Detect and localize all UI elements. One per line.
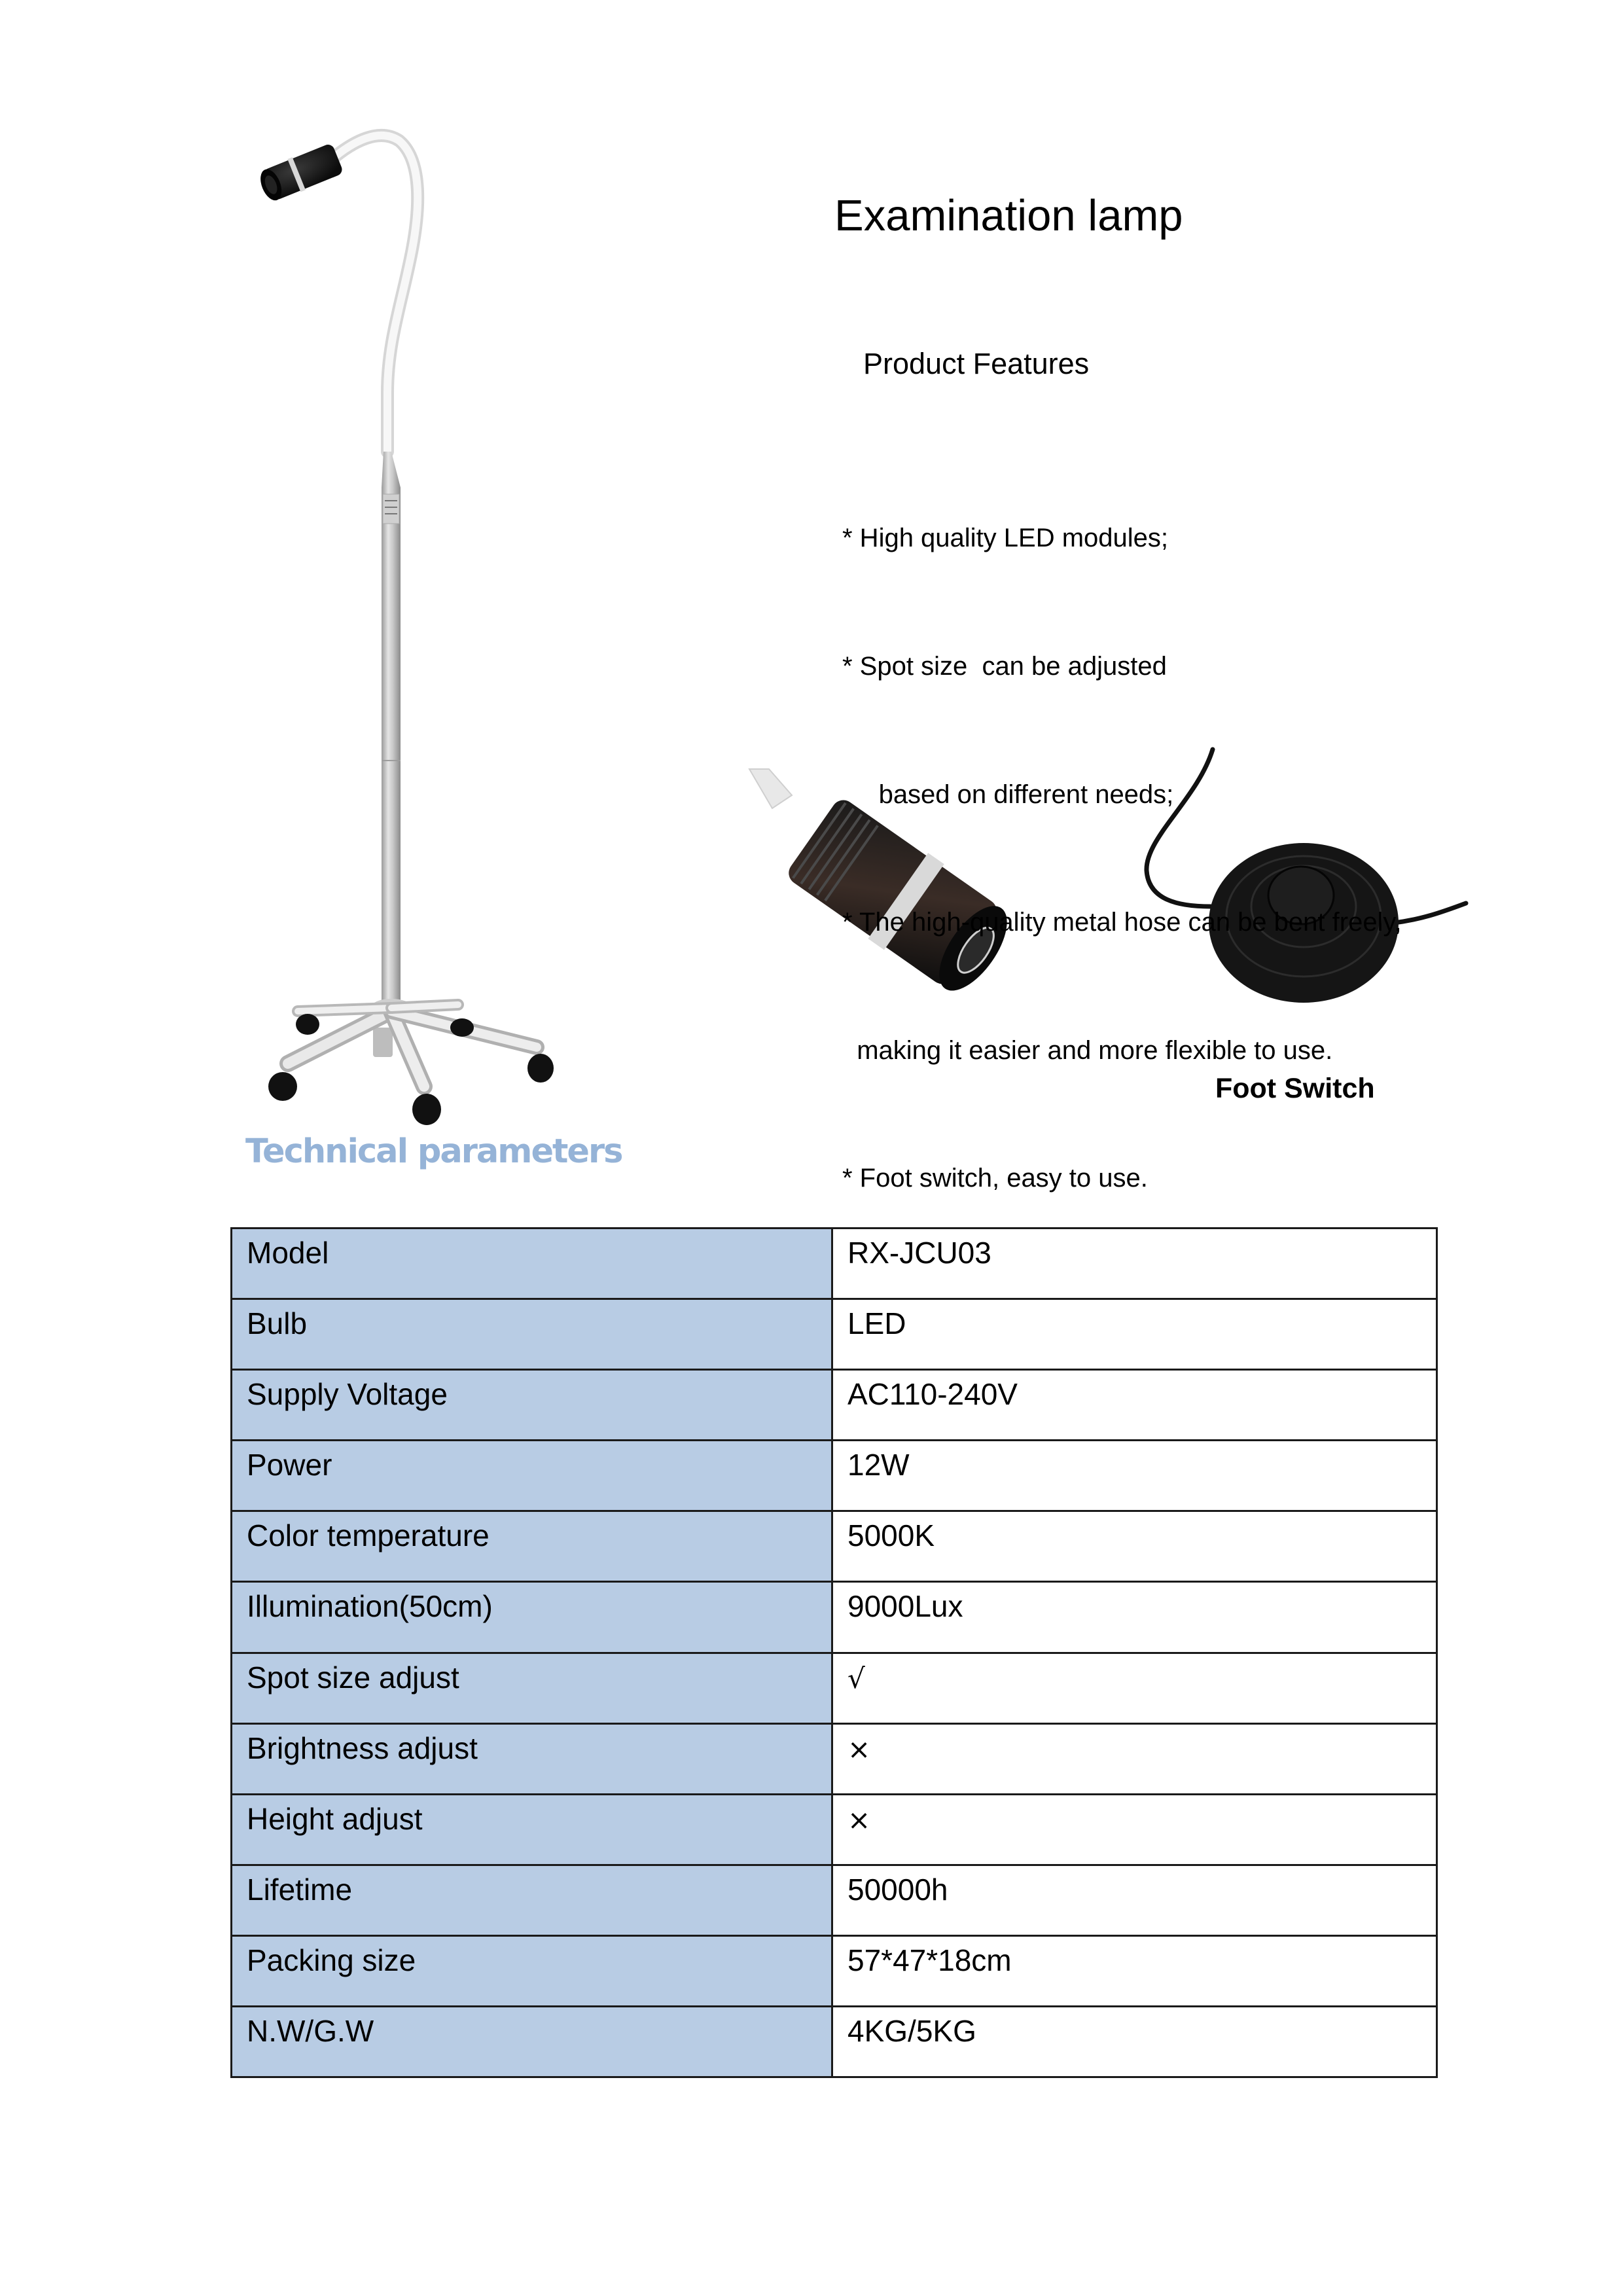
param-label: Height adjust xyxy=(232,1794,832,1865)
feature-item: * High quality LED modules; xyxy=(842,524,1169,553)
table-row xyxy=(232,1653,1437,1723)
param-value: 4KG/5KG xyxy=(832,2007,1437,2077)
param-value: 12W xyxy=(832,1441,1437,1511)
param-label: Lifetime xyxy=(232,1865,832,1935)
lamp-product-image xyxy=(229,118,596,1139)
param-label: Packing size xyxy=(232,1935,832,2006)
feature-item: * The high-quality metal hose can be bent freely, xyxy=(842,908,1402,937)
param-label: N.W/G.W xyxy=(232,2007,832,2077)
param-label: Spot size adjust xyxy=(232,1653,832,1723)
param-label: Supply Voltage xyxy=(232,1370,832,1441)
param-value: 57*47*18cm xyxy=(832,1935,1437,2006)
table-row xyxy=(232,2007,1437,2077)
feature-item: making it easier and more flexible to use. xyxy=(842,1035,1333,1065)
param-label: Illumination(50cm) xyxy=(232,1582,832,1653)
param-value: RX-JCU03 xyxy=(832,1229,1437,1299)
table-row xyxy=(232,1511,1437,1582)
technical-parameters-table xyxy=(230,1227,1438,2078)
param-value: 9000Lux xyxy=(832,1582,1437,1653)
feature-item: * Foot switch, easy to use. xyxy=(842,1164,1148,1193)
table-row xyxy=(232,1229,1437,1299)
features-heading: Product Features xyxy=(863,347,1090,380)
cross-icon: × xyxy=(847,1803,871,1836)
table-row xyxy=(232,1299,1437,1370)
cross-icon: × xyxy=(847,1732,871,1765)
feature-item: * Spot size can be adjusted xyxy=(842,652,1167,681)
param-label: Brightness adjust xyxy=(232,1723,832,1794)
page-title: Examination lamp xyxy=(834,191,1183,240)
param-value: 50000h xyxy=(832,1865,1437,1935)
check-icon: √ xyxy=(847,1662,865,1695)
param-label: Model xyxy=(232,1229,832,1299)
technical-parameters-heading: Technical parameters xyxy=(245,1132,622,1171)
table-row xyxy=(232,1370,1437,1441)
features-list xyxy=(842,432,1402,1243)
param-label: Color temperature xyxy=(232,1511,832,1582)
table-row xyxy=(232,1723,1437,1794)
param-label: Bulb xyxy=(232,1299,832,1370)
table-row xyxy=(232,1794,1437,1865)
param-label: Power xyxy=(232,1441,832,1511)
table-row xyxy=(232,1935,1437,2006)
param-value: LED xyxy=(832,1299,1437,1370)
table-row xyxy=(232,1865,1437,1935)
foot-switch-caption: Foot Switch xyxy=(1215,1073,1375,1104)
param-value: 5000K xyxy=(832,1511,1437,1582)
table-row xyxy=(232,1441,1437,1511)
param-value: AC110-240V xyxy=(832,1370,1437,1441)
table-row xyxy=(232,1582,1437,1653)
feature-item: based on different needs; xyxy=(842,780,1174,809)
